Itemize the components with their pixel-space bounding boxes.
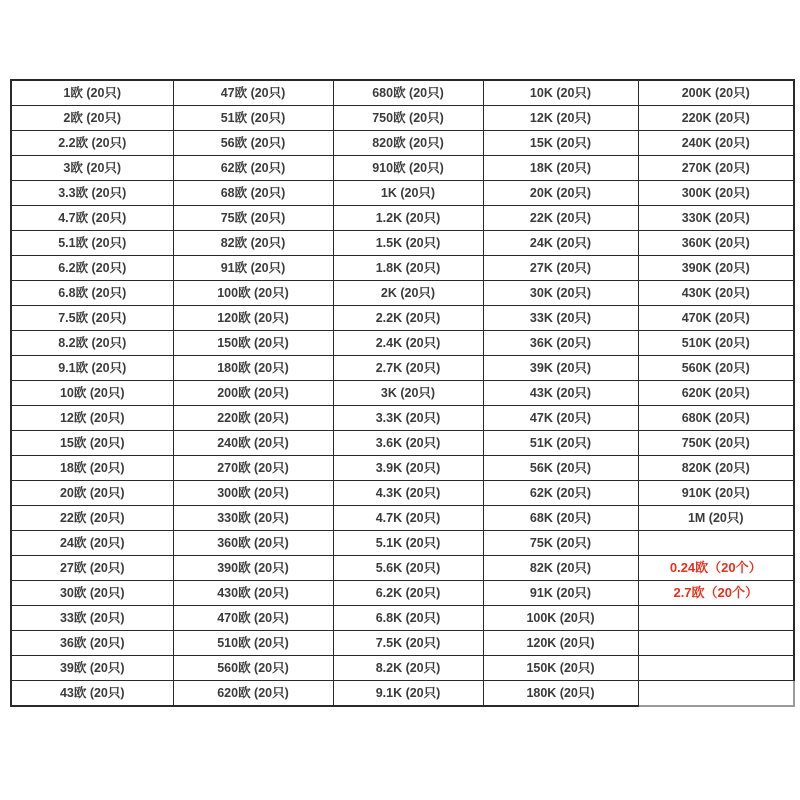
table-cell[interactable]: 180欧 (20只)	[173, 356, 333, 381]
table-cell[interactable]: 56K (20只)	[483, 456, 638, 481]
table-cell[interactable]: 150K (20只)	[483, 656, 638, 681]
table-cell[interactable]: 91欧 (20只)	[173, 256, 333, 281]
table-row	[11, 681, 794, 707]
table-cell[interactable]: 4.7欧 (20只)	[11, 206, 173, 231]
table-cell[interactable]: 3欧 (20只)	[11, 156, 173, 181]
table-cell[interactable]: 10欧 (20只)	[11, 381, 173, 406]
table-cell[interactable]: 6.2K (20只)	[333, 581, 483, 606]
table-cell[interactable]: 330K (20只)	[638, 206, 794, 231]
table-row	[11, 156, 794, 181]
table-cell[interactable]: 30欧 (20只)	[11, 581, 173, 606]
table-cell[interactable]: 47K (20只)	[483, 406, 638, 431]
table-cell[interactable]: 12K (20只)	[483, 106, 638, 131]
table-cell[interactable]: 24K (20只)	[483, 231, 638, 256]
table-cell[interactable]: 6.2欧 (20只)	[11, 256, 173, 281]
table-cell[interactable]: 10K (20只)	[483, 80, 638, 106]
table-cell[interactable]: 2.2欧 (20只)	[11, 131, 173, 156]
table-cell[interactable]: 15欧 (20只)	[11, 431, 173, 456]
table-cell[interactable]	[638, 606, 794, 631]
table-cell[interactable]: 200K (20只)	[638, 80, 794, 106]
table-cell[interactable]: 1.5K (20只)	[333, 231, 483, 256]
table-cell[interactable]: 12欧 (20只)	[11, 406, 173, 431]
table-cell[interactable]: 18欧 (20只)	[11, 456, 173, 481]
table-row	[11, 531, 794, 556]
table-cell[interactable]: 240K (20只)	[638, 131, 794, 156]
table-cell[interactable]: 2K (20只)	[333, 281, 483, 306]
table-cell[interactable]	[638, 631, 794, 656]
table-cell[interactable]: 43K (20只)	[483, 381, 638, 406]
table-cell[interactable]: 39K (20只)	[483, 356, 638, 381]
table-cell[interactable]: 750欧 (20只)	[333, 106, 483, 131]
table-cell[interactable]: 2.2K (20只)	[333, 306, 483, 331]
table-cell[interactable]: 150欧 (20只)	[173, 331, 333, 356]
table-cell[interactable]: 620K (20只)	[638, 381, 794, 406]
table-row	[11, 331, 794, 356]
table-cell[interactable]: 270K (20只)	[638, 156, 794, 181]
table-cell[interactable]: 3.3欧 (20只)	[11, 181, 173, 206]
table-cell[interactable]: 360欧 (20只)	[173, 531, 333, 556]
table-cell[interactable]: 100欧 (20只)	[173, 281, 333, 306]
table-cell[interactable]: 3.3K (20只)	[333, 406, 483, 431]
table-row	[11, 406, 794, 431]
table-cell[interactable]: 30K (20只)	[483, 281, 638, 306]
table-cell[interactable]: 33K (20只)	[483, 306, 638, 331]
table-cell[interactable]: 820K (20只)	[638, 456, 794, 481]
table-cell[interactable]: 1欧 (20只)	[11, 80, 173, 106]
table-cell[interactable]	[638, 681, 794, 707]
table-cell[interactable]: 300欧 (20只)	[173, 481, 333, 506]
table-row	[11, 181, 794, 206]
table-cell[interactable]: 270欧 (20只)	[173, 456, 333, 481]
table-cell[interactable]: 910K (20只)	[638, 481, 794, 506]
table-cell[interactable]: 390欧 (20只)	[173, 556, 333, 581]
table-cell[interactable]: 33欧 (20只)	[11, 606, 173, 631]
table-cell[interactable]: 120K (20只)	[483, 631, 638, 656]
table-cell[interactable]: 75K (20只)	[483, 531, 638, 556]
table-cell[interactable]: 91K (20只)	[483, 581, 638, 606]
table-cell[interactable]: 27欧 (20只)	[11, 556, 173, 581]
table-cell[interactable]: 180K (20只)	[483, 681, 638, 707]
table-cell[interactable]: 36欧 (20只)	[11, 631, 173, 656]
table-cell[interactable]: 510K (20只)	[638, 331, 794, 356]
table-cell[interactable]: 8.2K (20只)	[333, 656, 483, 681]
table-cell[interactable]: 68欧 (20只)	[173, 181, 333, 206]
table-row	[11, 131, 794, 156]
table-cell[interactable]: 200欧 (20只)	[173, 381, 333, 406]
table-row	[11, 381, 794, 406]
table-cell[interactable]: 470K (20只)	[638, 306, 794, 331]
table-cell[interactable]: 20欧 (20只)	[11, 481, 173, 506]
table-cell[interactable]: 62K (20只)	[483, 481, 638, 506]
table-cell[interactable]: 510欧 (20只)	[173, 631, 333, 656]
table-cell[interactable]: 9.1K (20只)	[333, 681, 483, 707]
table-cell[interactable]: 390K (20只)	[638, 256, 794, 281]
table-row	[11, 231, 794, 256]
table-cell[interactable]: 51K (20只)	[483, 431, 638, 456]
table-cell[interactable]: 2.7K (20只)	[333, 356, 483, 381]
table-cell[interactable]: 4.3K (20只)	[333, 481, 483, 506]
table-cell[interactable]: 22K (20只)	[483, 206, 638, 231]
table-cell[interactable]: 1M (20只)	[638, 506, 794, 531]
table-row	[11, 256, 794, 281]
table-cell[interactable]: 430K (20只)	[638, 281, 794, 306]
table-cell[interactable]: 75欧 (20只)	[173, 206, 333, 231]
table-row	[11, 456, 794, 481]
table-cell[interactable]: 220K (20只)	[638, 106, 794, 131]
table-cell[interactable]: 7.5K (20只)	[333, 631, 483, 656]
table-cell[interactable]: 5.1K (20只)	[333, 531, 483, 556]
table-cell[interactable]: 8.2欧 (20只)	[11, 331, 173, 356]
table-cell[interactable]: 560欧 (20只)	[173, 656, 333, 681]
table-cell[interactable]: 360K (20只)	[638, 231, 794, 256]
table-cell[interactable]: 4.7K (20只)	[333, 506, 483, 531]
table-cell[interactable]: 27K (20只)	[483, 256, 638, 281]
table-cell[interactable]: 68K (20只)	[483, 506, 638, 531]
table-cell[interactable]: 9.1欧 (20只)	[11, 356, 173, 381]
table-row	[11, 656, 794, 681]
table-cell[interactable]: 82欧 (20只)	[173, 231, 333, 256]
table-cell[interactable]: 43欧 (20只)	[11, 681, 173, 707]
table-cell[interactable]: 240欧 (20只)	[173, 431, 333, 456]
table-cell[interactable]: 2.7欧（20个）	[638, 581, 794, 606]
table-cell[interactable]: 300K (20只)	[638, 181, 794, 206]
table-cell[interactable]: 62欧 (20只)	[173, 156, 333, 181]
table-cell[interactable]: 100K (20只)	[483, 606, 638, 631]
table-row	[11, 606, 794, 631]
table-cell[interactable]: 560K (20只)	[638, 356, 794, 381]
table-cell[interactable]: 820欧 (20只)	[333, 131, 483, 156]
table-cell[interactable]: 680K (20只)	[638, 406, 794, 431]
table-row	[11, 106, 794, 131]
table-cell[interactable]: 51欧 (20只)	[173, 106, 333, 131]
table-cell[interactable]: 470欧 (20只)	[173, 606, 333, 631]
table-cell[interactable]: 5.1欧 (20只)	[11, 231, 173, 256]
table-cell[interactable]: 680欧 (20只)	[333, 80, 483, 106]
table-cell[interactable]	[638, 656, 794, 681]
table-cell[interactable]: 20K (20只)	[483, 181, 638, 206]
table-cell[interactable]: 39欧 (20只)	[11, 656, 173, 681]
table-cell[interactable]: 3.6K (20只)	[333, 431, 483, 456]
table-cell[interactable]: 15K (20只)	[483, 131, 638, 156]
table-row	[11, 506, 794, 531]
table-row	[11, 281, 794, 306]
table-row	[11, 306, 794, 331]
table-cell[interactable]: 24欧 (20只)	[11, 531, 173, 556]
table-cell[interactable]: 750K (20只)	[638, 431, 794, 456]
table-cell[interactable]: 22欧 (20只)	[11, 506, 173, 531]
table-cell[interactable]: 430欧 (20只)	[173, 581, 333, 606]
table-cell[interactable]: 3K (20只)	[333, 381, 483, 406]
table-cell[interactable]: 0.24欧（20个）	[638, 556, 794, 581]
table-cell[interactable]: 330欧 (20只)	[173, 506, 333, 531]
table-cell[interactable]: 1.8K (20只)	[333, 256, 483, 281]
table-row	[11, 631, 794, 656]
table-cell[interactable]: 18K (20只)	[483, 156, 638, 181]
resistor-table-container	[10, 79, 793, 707]
table-row	[11, 581, 794, 606]
table-row	[11, 80, 794, 106]
table-cell[interactable]: 620欧 (20只)	[173, 681, 333, 707]
table-cell[interactable]: 2.4K (20只)	[333, 331, 483, 356]
resistor-value-table	[10, 79, 795, 707]
table-row	[11, 206, 794, 231]
table-cell[interactable]: 1K (20只)	[333, 181, 483, 206]
table-cell[interactable]: 220欧 (20只)	[173, 406, 333, 431]
table-cell[interactable]: 6.8欧 (20只)	[11, 281, 173, 306]
table-cell[interactable]: 6.8K (20只)	[333, 606, 483, 631]
table-row	[11, 481, 794, 506]
table-row	[11, 356, 794, 381]
table-cell[interactable]	[638, 531, 794, 556]
table-cell[interactable]: 120欧 (20只)	[173, 306, 333, 331]
table-row	[11, 556, 794, 581]
table-cell[interactable]: 1.2K (20只)	[333, 206, 483, 231]
table-cell[interactable]: 2欧 (20只)	[11, 106, 173, 131]
table-cell[interactable]: 56欧 (20只)	[173, 131, 333, 156]
table-cell[interactable]: 36K (20只)	[483, 331, 638, 356]
table-cell[interactable]: 47欧 (20只)	[173, 80, 333, 106]
table-row	[11, 431, 794, 456]
table-cell[interactable]: 82K (20只)	[483, 556, 638, 581]
table-cell[interactable]: 3.9K (20只)	[333, 456, 483, 481]
table-cell[interactable]: 5.6K (20只)	[333, 556, 483, 581]
table-cell[interactable]: 7.5欧 (20只)	[11, 306, 173, 331]
table-cell[interactable]: 910欧 (20只)	[333, 156, 483, 181]
